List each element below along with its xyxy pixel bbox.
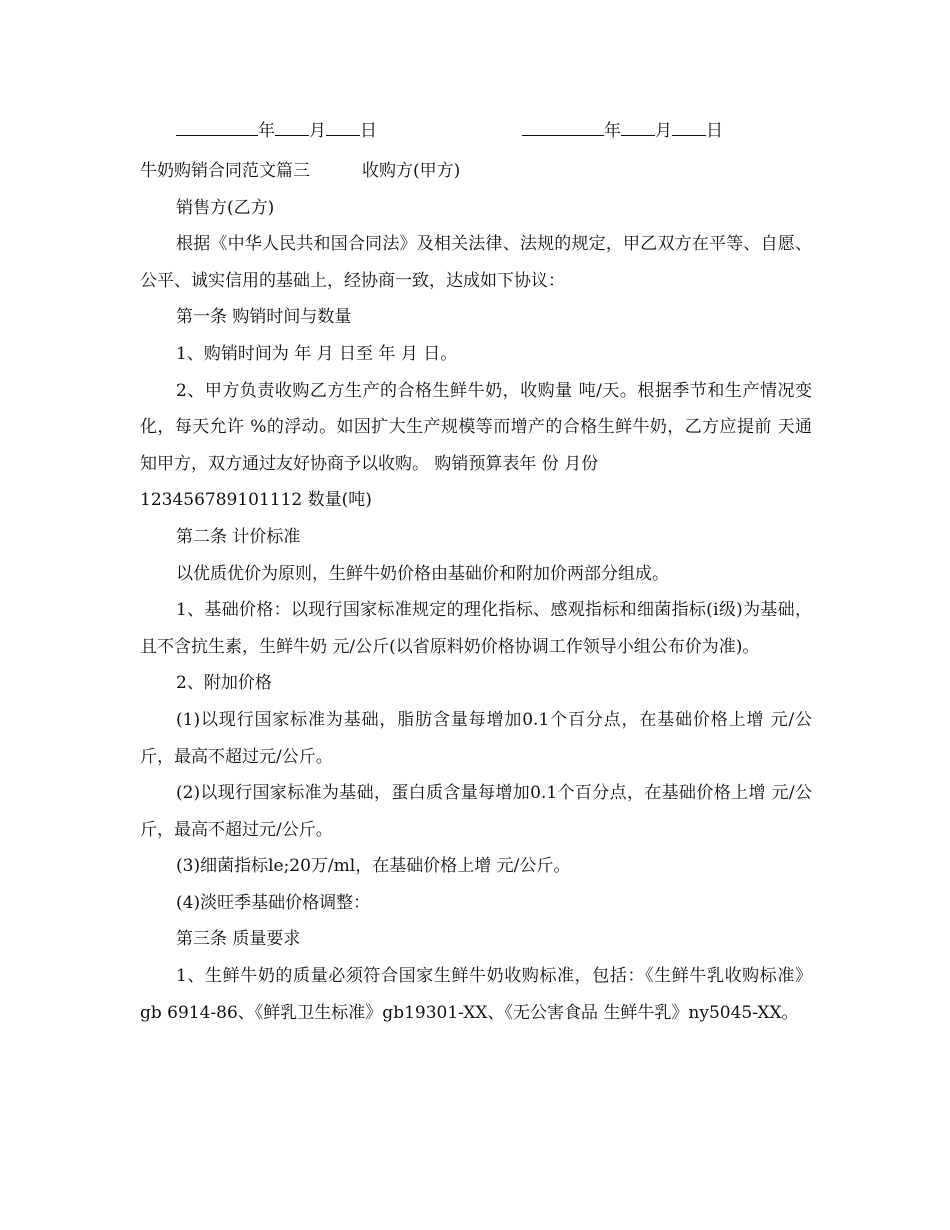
month-blank [275,119,309,136]
heading-line [140,153,812,190]
year-label: 年 [604,121,621,141]
day-blank [672,119,706,136]
buyer-date-line [176,118,377,144]
day-label: 日 [706,121,723,141]
article-2-sub-1: (1)以现行国家标准为基础，脂肪含量每增加0.1个百分点，在基础价格上增 元/公斤，最高不超过元/公斤。 [140,709,812,767]
month-blank [621,119,655,136]
day-blank [326,119,360,136]
preamble-paragraph: 根据《中华人民共和国合同法》及相关法律、法规的规定，甲乙双方在平等、自愿、公平、诚实信用的基础上，经协商一致，达成如下协议： [140,234,812,291]
article-2-item-2: 2、附加价格 [176,673,272,694]
year-blank [176,119,258,136]
day-label: 日 [360,121,377,141]
buyer-label: 收购方(甲方) [362,161,461,181]
article-2-intro: 以优质优价为原则，生鲜牛奶价格由基础价和附加价两部分组成。 [176,563,669,584]
year-label: 年 [258,121,275,141]
article-2-item-1: 1、基础价格：以现行国家标准规定的理化指标、感观指标和细菌指标(ⅰ级)为基础，且不含抗生素，生鲜牛奶 元/公斤(以省原料奶价格协调工作领导小组公布价为准)。 [140,600,812,657]
budget-table-row: 123456789101112 数量(吨) [140,490,372,511]
month-label: 月 [309,121,326,141]
seller-label: 销售方(乙方) [176,197,275,218]
article-2-sub-2: (2)以现行国家标准为基础，蛋白质含量每增加0.1个百分点，在基础价格上增 元/公斤，最高不超过元/公斤。 [140,783,812,840]
article-2-sub-4: (4)淡旺季基础价格调整： [176,892,371,913]
document-title: 牛奶购销合同范文篇三 [140,161,310,181]
seller-date-line [522,118,723,144]
article-1-item-1: 1、购销时间为 年 月 日至 年 月 日。 [176,343,458,364]
article-1-item-2: 2、甲方负责收购乙方生产的合格生鲜牛奶，收购量 吨/天。根据季节和生产情况变化，每天允许 %的浮动。如因扩大生产规模等而增产的合格生鲜牛奶，乙方应提前 天通知甲方，双方通过友好协商予以收购。 购销预算表年 份 月份 [140,380,812,474]
article-2-sub-3: (3)细菌指标le;20万/ml，在基础价格上增 元/公斤。 [176,856,571,877]
year-blank [522,119,604,136]
month-label: 月 [655,121,672,141]
article-2-title: 第二条 计价标准 [176,526,301,547]
article-3-item-1: 1、生鲜牛奶的质量必须符合国家生鲜牛奶收购标准，包括：《生鲜牛乳收购标准》gb 6914-86、《鲜乳卫生标准》gb19301-XX、《无公害食品 生鲜牛乳》ny5045-XX。 [140,966,812,1023]
article-3-title: 第三条 质量要求 [176,929,301,950]
contract-body [140,153,812,1031]
article-1-title: 第一条 购销时间与数量 [176,307,352,328]
